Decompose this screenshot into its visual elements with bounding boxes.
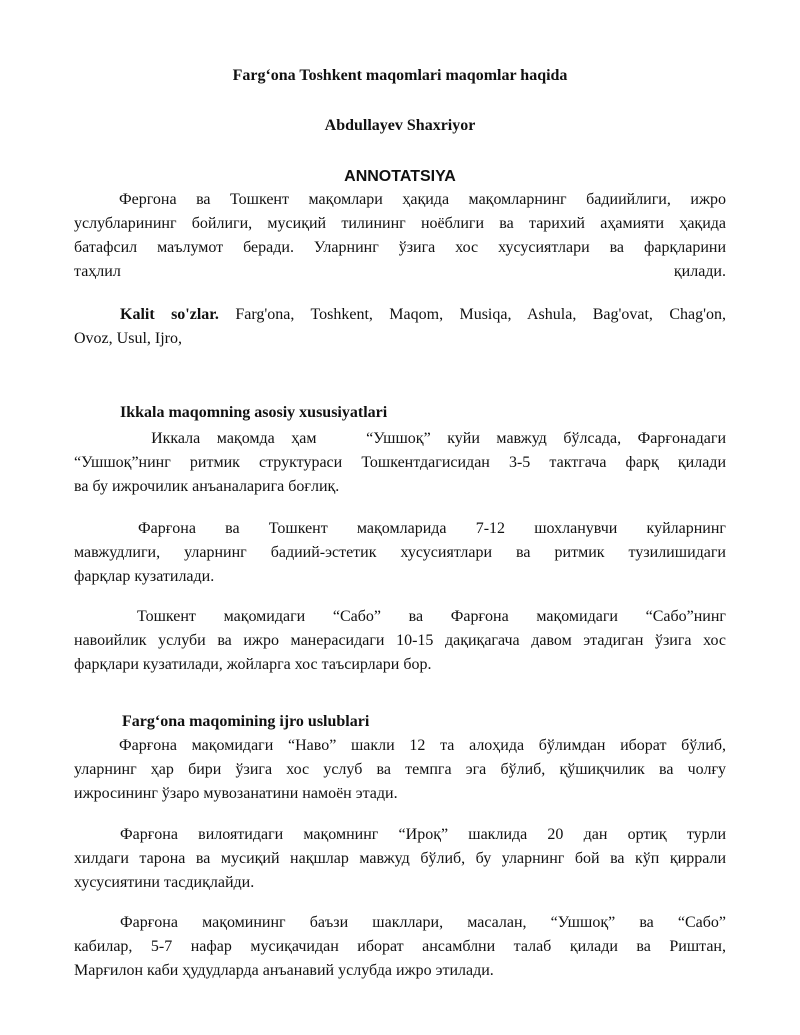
text-line: Фергона ва Тошкент мақомлари ҳақида мақомларнинг бадиийлиги, ижро [119,191,726,208]
text-line: ва бу ижрочилик анъаналарига боғлиқ. [74,478,340,495]
keywords-paragraph [74,303,726,351]
body-paragraph [74,911,726,983]
text-line: хусусиятини тасдиқлайди. [74,874,255,891]
text-line: Фарғона мақомидаги “Наво” шакли 12 та алоҳида бўлимдан иборат бўлиб, [119,737,726,754]
text-line: хилдаги тарона ва мусиқий нақшлар мавжуд бўлиб, бу уларнинг бой ва кўп қиррали [74,850,726,867]
body-paragraph [74,734,726,806]
text-line: таҳлил қилади. [74,263,726,280]
body-paragraph [74,823,726,895]
text-line: Ovoz, Usul, Ijro, [74,330,182,347]
text-line: Фарғона ва Тошкент мақомларида 7-12 шохланувчи куйларнинг [138,520,726,537]
text-line: ижросининг ўзаро мувозанатини намоён этади. [74,785,398,802]
author-name: Abdullayev Shaxriyor [324,117,476,134]
text-line: “Ушшоқ”нинг ритмик структураси Тошкентдагисидан 3-5 тактгача фарқ қилади [74,454,726,471]
text-line: кабилар, 5-7 нафар мусиқачидан иборат ансамблни талаб қилади ва Риштан, [74,938,726,955]
body-paragraph [74,517,726,589]
text-line: уларнинг ҳар бири ўзига хос услуб ва темпга эга бўлиб, қўшиқчилик ва чолғу [74,761,726,778]
text-line [74,303,726,327]
text-line: батафсил маълумот беради. Уларнинг ўзига хос хусусиятлари ва фарқларини [74,239,726,256]
body-paragraph [74,605,726,677]
text-line: навоийлик услуби ва ижро манерасидаги 10-15 дақиқагача давом этадиган ўзига хос [74,632,726,649]
text-line: Иккала мақомда ҳам “Ушшоқ” куйи мавжуд бўлсада, Фарғонадаги [118,430,726,447]
text-line: мавжудлиги, уларнинг бадиий-эстетик хусусиятлари ва ритмик тузилишидаги [74,544,726,561]
text-line: фарқлар кузатилади. [74,568,215,585]
keywords-list: Farg'ona, Toshkent, Maqom, Musiqa, Ashula, Bag'ovat, Chag'on, [235,306,726,323]
text-line: Фарғона мақомининг баъзи шакллари, масалан, “Ушшоқ” ва “Сабо” [120,914,726,931]
text-line: услубларининг бойлиги, мусиқий тилининг ноёблиги ва тарихий аҳамияти ҳақида [74,215,726,232]
section-heading: Ikkala maqomning asosiy xususiyatlari [120,404,388,421]
keywords-label: Kalit so'zlar. [120,306,219,323]
text-line: Тошкент мақомидаги “Сабо” ва Фарғона мақомидаги “Сабо”нинг [137,608,726,625]
text-line: Марғилон каби ҳудудларда анъанавий услубда ижро этилади. [74,962,494,979]
section-heading: Farg‘ona maqomining ijro uslublari [122,713,370,730]
annotation-paragraph [74,188,726,284]
annotation-heading: ANNOTATSIYA [344,168,456,185]
text-line: Фарғона вилоятидаги мақомнинг “Ироқ” шаклида 20 дан ортиқ турли [120,826,726,843]
text-line: фарқлари кузатилади, жойларга хос таъсирлари бор. [74,656,432,673]
page-title: Farg‘ona Toshkent maqomlari maqomlar haqida [232,67,568,84]
body-paragraph [74,427,726,499]
